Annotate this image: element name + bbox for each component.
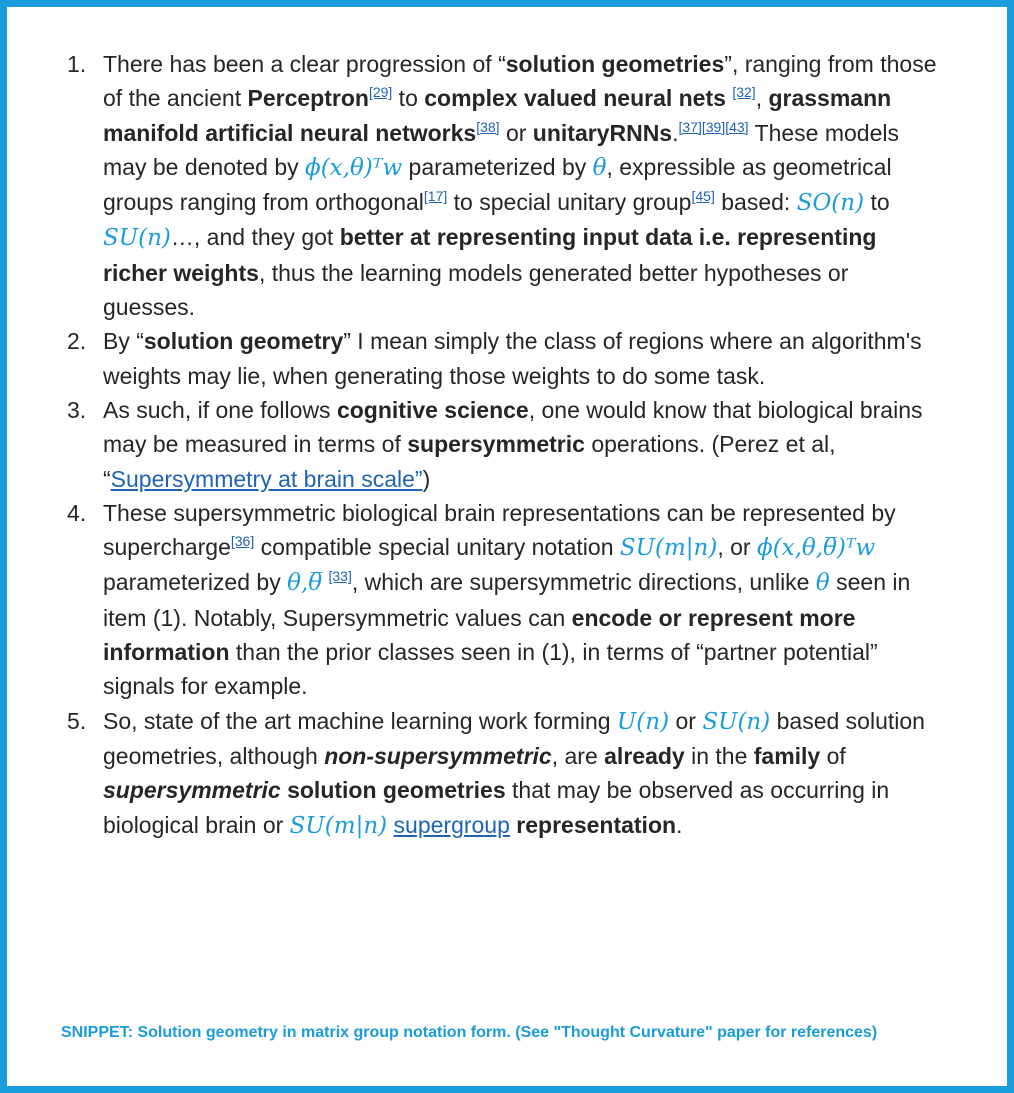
citation-link[interactable]: [38] (476, 118, 500, 135)
text: , or (717, 534, 757, 561)
citation-link[interactable]: [17] (423, 188, 448, 205)
math-expression: U(n) (616, 708, 670, 735)
bold-italic-term: supersymmetric (103, 777, 281, 804)
bold-term: grassmann manifold artificial neural networks (103, 85, 892, 146)
text: , thus the learning models generated better hypotheses or guesses. (103, 259, 849, 321)
snippet-caption: SNIPPET: Solution geometry in matrix group notation form. (See "Thought Curvature" paper for references) (61, 1024, 878, 1041)
text: These supersymmetric biological brain representations can be represented by supercharge (103, 499, 896, 561)
text: ) (422, 465, 431, 492)
citation-link[interactable]: [29] (368, 84, 393, 101)
bold-term: solution geometries (287, 777, 506, 804)
text: , which are supersymmetric directions, unlike (351, 569, 816, 596)
text: By “ (103, 328, 144, 355)
text: of (820, 742, 846, 769)
item-number: 2. (67, 328, 87, 355)
bold-term: representation (516, 811, 677, 838)
bold-term: better at representing input data i.e. representing richer weights (103, 224, 877, 286)
bold-term: complex valued neural nets (424, 85, 726, 112)
text: to (392, 85, 425, 112)
item-number: 3. (67, 396, 87, 423)
bold-term: solution geometries (505, 51, 725, 77)
citation-link[interactable]: [33] (328, 568, 352, 585)
math-expression: SU(n) (103, 225, 171, 252)
list-item (65, 324, 945, 393)
text: …, and they got (170, 224, 340, 251)
text: based solution geometries, although (103, 707, 925, 769)
list-item (65, 496, 945, 704)
text: than the prior classes seen in (1), in terms of “partner potential” signals for example. (103, 639, 878, 700)
text: . (672, 119, 679, 146)
list-item (65, 704, 945, 843)
math-expression: ϕ(x,θ,θ̅)ᵀw (756, 535, 876, 562)
text: , (755, 85, 769, 112)
text: that may be observed as occurring in biological brain or (103, 777, 890, 838)
text: seen in item (1). Notably, Supersymmetric values can (103, 569, 911, 631)
math-expression: θ (592, 154, 607, 181)
text: or (669, 707, 703, 734)
bold-italic-term: non-supersymmetric (324, 742, 552, 769)
citation-link[interactable]: [36] (230, 533, 255, 550)
text: , are (551, 742, 605, 769)
math-expression: θ,θ̅ (287, 570, 323, 597)
bold-term: Perceptron (247, 85, 369, 112)
numbered-list (65, 47, 945, 843)
text: ” I mean simply the class of regions where an algorithm's weights may lie, when generating those weights to do some task. (103, 328, 922, 389)
bold-term: family (753, 742, 821, 769)
text: operations. (Perez et al, “ (103, 431, 836, 492)
math-expression: SU(m|n) (619, 535, 718, 562)
list-item (65, 393, 945, 496)
bold-term: supersymmetric (407, 431, 585, 458)
text: So, state of the art machine learning work forming (103, 707, 617, 734)
math-expression: SU(n) (702, 708, 771, 735)
text: parameterized by (402, 153, 593, 180)
citation-link[interactable]: [37][39][43] (678, 118, 749, 135)
bold-term: unitaryRNNs (532, 119, 673, 146)
citation-link[interactable]: [45] (691, 188, 715, 205)
citation-link[interactable]: [32] (732, 84, 756, 101)
supergroup-link[interactable]: supergroup (393, 811, 510, 838)
paper-link[interactable]: Supersymmetry at brain scale” (110, 465, 423, 492)
text: parameterized by (103, 569, 288, 596)
text: compatible special unitary notation (254, 534, 620, 561)
text: . (676, 811, 683, 838)
text: , one would know that biological brains may be measured in terms of (103, 396, 923, 458)
item-number: 1. (67, 51, 87, 77)
bold-term: encode or represent more information (103, 604, 856, 666)
math-expression: SO(n) (796, 190, 865, 217)
list-item (65, 47, 945, 324)
text: based: (714, 189, 797, 216)
text: These models may be denoted by (103, 119, 899, 180)
math-expression: θ (815, 570, 830, 597)
math-expression: ϕ(x,θ)ᵀw (305, 154, 403, 181)
text: There has been a clear progression of “ (103, 51, 506, 77)
bold-term: already (604, 742, 685, 769)
text: As such, if one follows (103, 396, 337, 423)
item-number: 4. (67, 499, 87, 526)
item-number: 5. (67, 707, 87, 734)
text: to special unitary group (447, 189, 692, 216)
bold-term: cognitive science (336, 396, 529, 423)
text: to (864, 189, 890, 216)
math-expression: SU(m|n) (289, 812, 388, 839)
text: ”, ranging from those of the ancient (103, 51, 937, 112)
bold-term: solution geometry (143, 328, 344, 355)
text: , expressible as geometrical groups ranging from orthogonal (103, 153, 892, 216)
text: in the (684, 742, 754, 769)
text: or (499, 119, 533, 146)
